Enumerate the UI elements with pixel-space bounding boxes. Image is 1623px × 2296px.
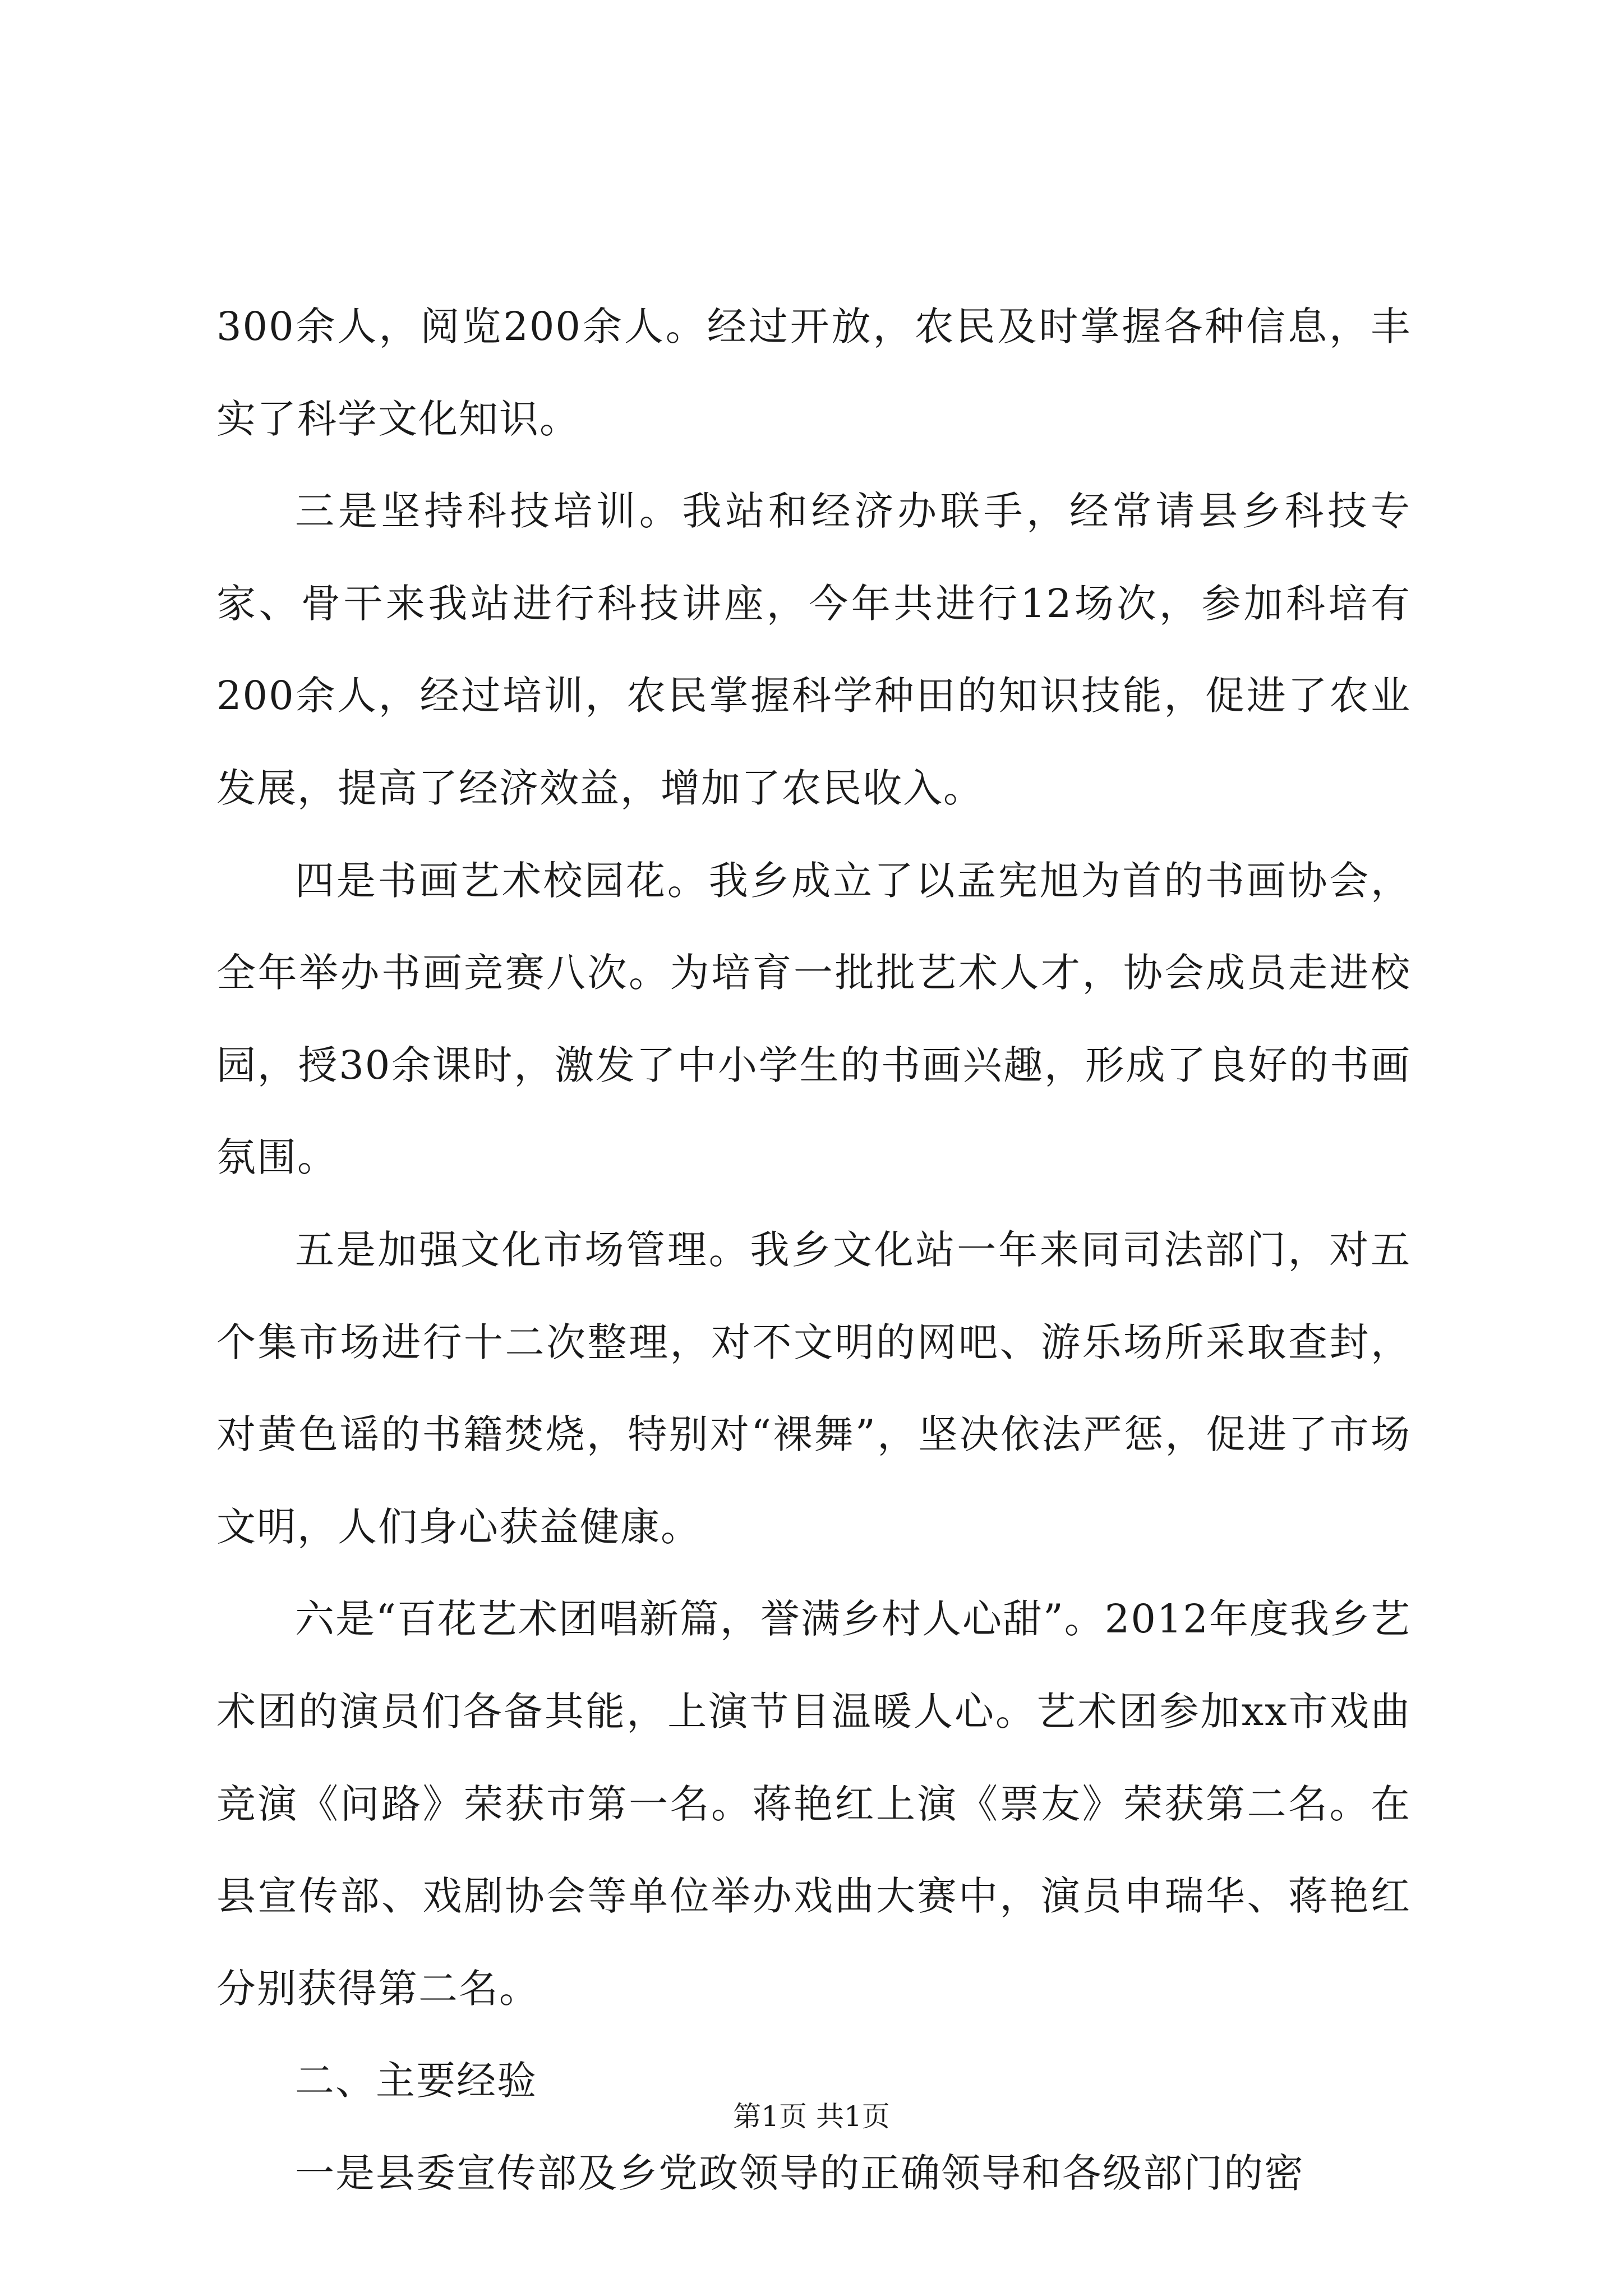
paragraph-calligraphy-painting: 四是书画艺术校园花。我乡成立了以孟宪旭为首的书画协会，全年举办书画竞赛八次。为培育一批批艺术人才，协会成员走进校园，授30余课时，激发了中小学生的书画兴趣，形成了良好的书画氛围。 [216,857,1411,1181]
paragraph-leadership: 一是县委宣传部及乡党政领导的正确领导和各级部门的密 [295,2150,1304,2196]
paragraph-culture-market: 五是加强文化市场管理。我乡文化站一年来同司法部门，对五个集市场进行十二次整理，对不文明的网吧、游乐场所采取查封，对黄色谣的书籍焚烧，特别对“裸舞”，坚决依法严惩，促进了市场文明，人们身心获益健康。 [216,1226,1411,1550]
paragraph-tech-training: 三是坚持科技培训。我站和经济办联手，经常请县乡科技专家、骨干来我站进行科技讲座，今年共进行12场次，参加科培有200余人，经过培训，农民掌握科学种田的知识技能，促进了农业发展，提高了经济效益，增加了农民收入。 [216,488,1411,811]
paragraph-art-troupe: 六是“百花艺术团唱新篇，誉满乡村人心甜”。2012年度我乡艺术团的演员们各备其能，上演节目温暖人心。艺术团参加xx市戏曲竞演《问路》荣获市第一名。蒋艳红上演《票友》荣获第二名。在县宣传部、戏剧协会等单位举办戏曲大赛中，演员申瑞华、蒋艳红分别获得第二名。 [216,1596,1411,2012]
document-body [216,280,1411,2219]
section-heading-main-experience: 二、主要经验 [295,2058,537,2104]
paragraph-continued: 300余人，阅览200余人。经过开放，农民及时掌握各种信息，丰实了科学文化知识。 [216,303,1411,442]
page-footer: 第1页 共1页 [733,2100,890,2133]
